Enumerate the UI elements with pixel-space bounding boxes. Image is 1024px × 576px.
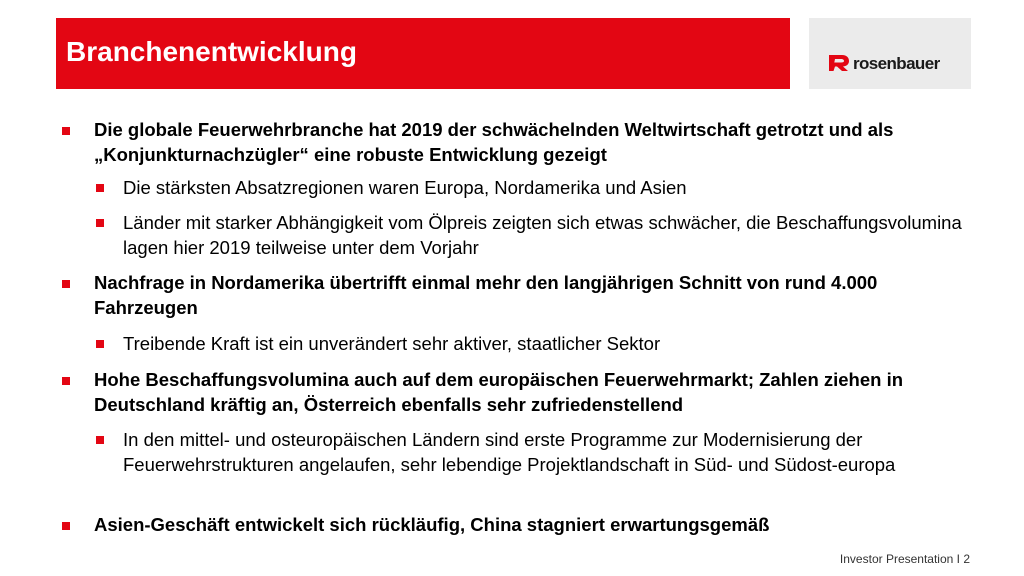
sub-bullet-item-1-2: Länder mit starker Abhängigkeit vom Ölpreis zeigten sich etwas schwächer, die Beschaffungsvolumina lagen hier 2019 teilweise unter dem Vorjahr [123, 212, 962, 258]
bullet-marker [62, 280, 70, 288]
bullet-item-3: Hohe Beschaffungsvolumina auch auf dem europäischen Feuerwehrmarkt; Zahlen ziehen in Deutschland kräftig an, Österreich ebenfalls sehr zufriedenstellend [94, 369, 904, 415]
sub-bullet-marker [96, 340, 104, 348]
sub-bullet-marker [96, 219, 104, 227]
slide-title: Branchenentwicklung [66, 36, 357, 67]
sub-bullet-item-1-1: Die stärksten Absatzregionen waren Europa, Nordamerika und Asien [123, 177, 687, 198]
sub-bullet-marker [96, 184, 104, 192]
bullet-marker [62, 522, 70, 530]
bullet-item-2: Nachfrage in Nordamerika übertrifft einmal mehr den langjährigen Schnitt von rund 4.000 Fahrzeugen [94, 272, 878, 318]
logo-wordmark: rosenbauer [853, 54, 940, 73]
sub-bullet-item-3-1: In den mittel- und osteuropäischen Ländern sind erste Programme zur Modernisierung der Feuerwehrstrukturen angelaufen, sehr lebendige Projektlandschaft in Süd- und Südost-europa [123, 429, 896, 475]
bullet-marker [62, 127, 70, 135]
bullet-item-1: Die globale Feuerwehrbranche hat 2019 der schwächelnden Weltwirtschaft getrotzt und als „Konjunkturnachzügler“ eine robuste Entwicklung gezeigt [94, 119, 894, 165]
sub-bullet-item-2-1: Treibende Kraft ist ein unverändert sehr aktiver, staatlicher Sektor [123, 333, 661, 354]
bullet-item-4: Asien-Geschäft entwickelt sich rückläufig, China stagniert erwartungsgemäß [94, 514, 770, 535]
bullet-marker [62, 377, 70, 385]
sub-bullet-marker [96, 436, 104, 444]
footer-page-label: Investor Presentation I 2 [839, 552, 970, 566]
